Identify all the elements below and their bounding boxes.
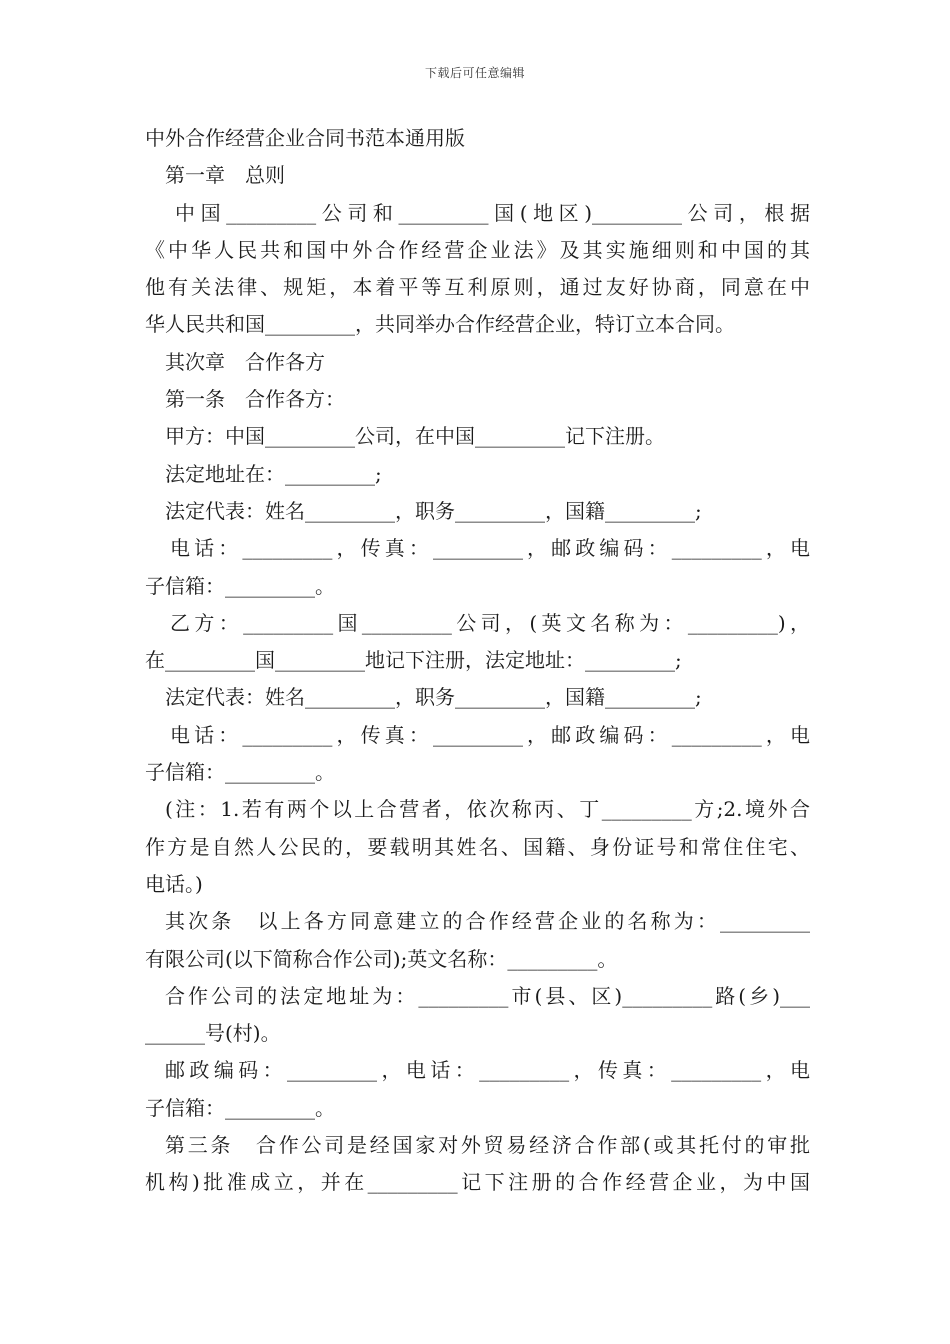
paragraph-line: 子信箱：_________。 (145, 573, 335, 598)
paragraph-line: 法定地址在：_________; (165, 461, 382, 486)
paragraph-line: 电话：_________，传真：_________，邮政编码：_________，电 (170, 536, 810, 561)
header-note: 下载后可任意编辑 (424, 66, 525, 80)
paragraph-line: 在_________国_________地记下注册，法定地址：_________; (145, 648, 682, 673)
paragraph-line: (注：1.若有两个以上合营者，依次称丙、丁_________方;2.境外合 (165, 797, 810, 822)
paragraph-line: 邮政编码：_________，电话：_________，传真：_________，电 (165, 1058, 810, 1083)
chapter-heading: 第一章 总则 (165, 163, 285, 188)
paragraph-line: ______号(村)。 (145, 1021, 281, 1046)
paragraph-line: 合作公司的法定地址为：_________市(县、区)_________路(乡)___ (165, 983, 810, 1008)
paragraph-line: 甲方：中国_________公司，在中国_________记下注册。 (165, 424, 665, 449)
document-body (145, 120, 810, 1202)
paragraph-line: 作方是自然人公民的，要载明其姓名、国籍、身份证号和常住住宅、 (145, 834, 810, 859)
paragraph-line: 第三条 合作公司是经国家对外贸易经济合作部(或其托付的审批 (165, 1133, 810, 1158)
chapter-heading: 其次章 合作各方 (165, 349, 325, 374)
paragraph-line: 机构)批准成立，并在_________记下注册的合作经营企业，为中国 (145, 1170, 810, 1195)
paragraph-line: 电话。) (145, 871, 203, 896)
paragraph-line: 有限公司(以下简称合作公司);英文名称：_________。 (145, 946, 618, 971)
paragraph-line: 《中华人民共和国中外合作经营企业法》及其实施细则和中国的其 (145, 237, 810, 262)
paragraph-line: 法定代表：姓名_________，职务_________，国籍_________; (165, 498, 702, 523)
document-title: 中外合作经营企业合同书范本通用版 (145, 126, 465, 150)
paragraph-line: 乙方：_________国_________公司，(英文名称为：_________)， (170, 610, 810, 635)
paragraph-line: 电话：_________，传真：_________，邮政编码：_________，电 (170, 722, 810, 747)
paragraph-line: 中国_________公司和_________国(地区)_________公司，根据 (175, 200, 810, 225)
paragraph-line: 其次条 以上各方同意建立的合作经营企业的名称为：_________ (165, 909, 810, 934)
paragraph-line: 子信箱：_________。 (145, 760, 335, 785)
paragraph-line: 华人民共和国_________，共同举办合作经营企业，特订立本合同。 (145, 312, 735, 337)
article-heading: 第一条 合作各方： (165, 387, 345, 412)
paragraph-line: 子信箱：_________。 (145, 1095, 335, 1120)
paragraph-line: 法定代表：姓名_________，职务_________，国籍_________; (165, 685, 702, 710)
paragraph-line: 他有关法律、规矩，本着平等互利原则，通过友好协商，同意在中 (145, 275, 810, 300)
